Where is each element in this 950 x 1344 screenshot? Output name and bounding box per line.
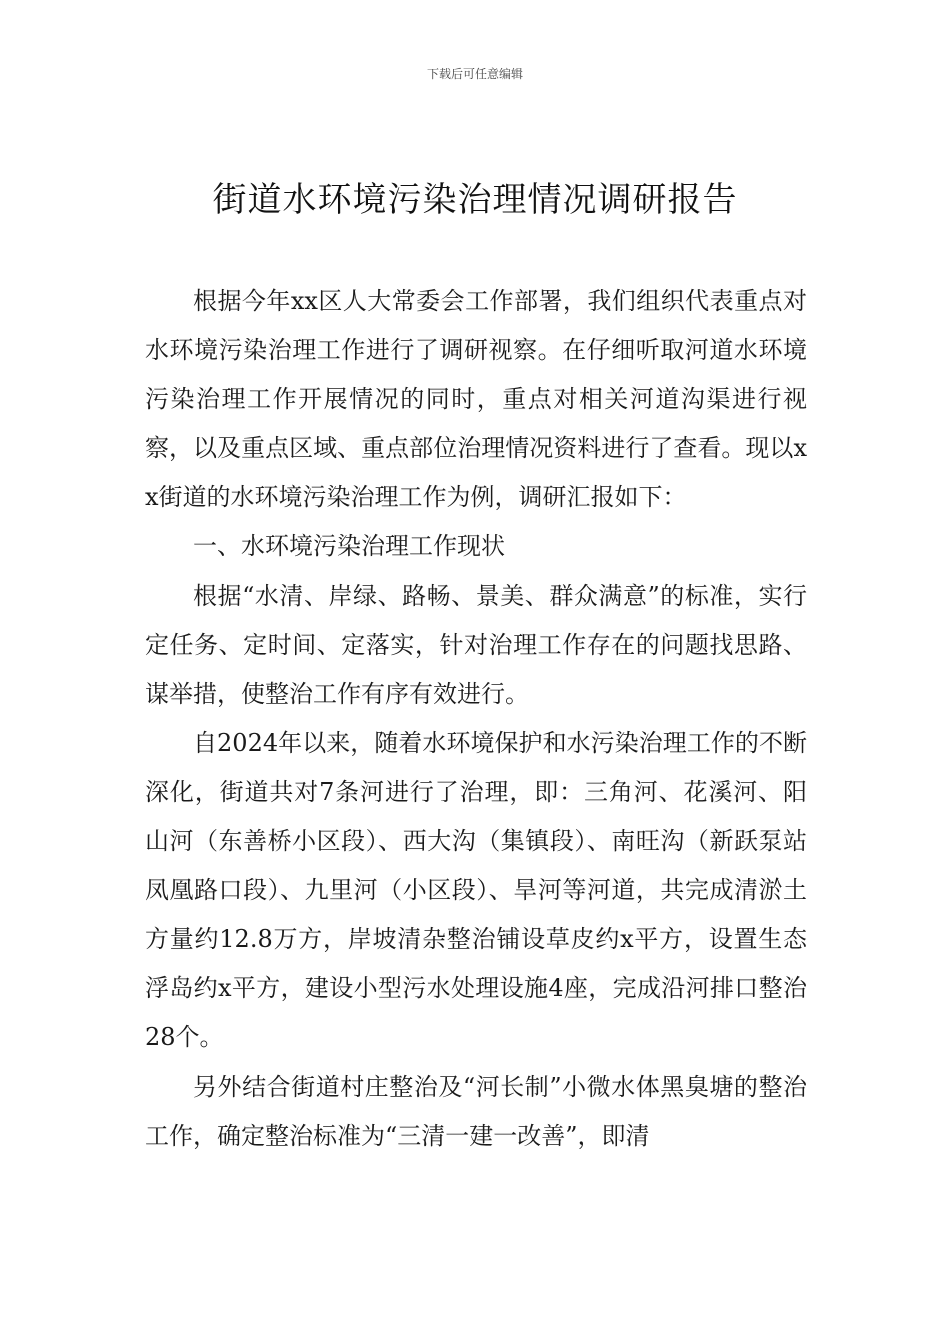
section-heading-1: 一、水环境污染治理工作现状 bbox=[193, 532, 505, 561]
paragraph-intro: 根据今年xx区人大常委会工作部署，我们组织代表重点对水环境污染治理工作进行了调研视察。在仔细听取河道水环境污染治理工作开展情况的同时，重点对相关河道沟渠进行视察，以及重点区域、重点部位治理情况资料进行了查看。现以xx街道的水环境污染治理工作为例，调研汇报如下： bbox=[145, 287, 807, 512]
paragraph-progress: 自2024年以来，随着水环境保护和水污染治理工作的不断深化，街道共对7条河进行了治理，即：三角河、花溪河、阳山河（东善桥小区段）、西大沟（集镇段）、南旺沟（新跃泵站凤凰路口段）、九里河（小区段）、旱河等河道，共完成清淤土方量约12.8万方，岸坡清杂整治铺设草皮约x平方，设置生态浮岛约x平方，建设小型污水处理设施4座，完成沿河排口整治28个。 bbox=[145, 728, 807, 1052]
header-note: 下载后可任意编辑 bbox=[426, 67, 523, 81]
paragraph-standard: 根据“水清、岸绿、路畅、景美、群众满意”的标准，实行定任务、定时间、定落实，针对治理工作存在的问题找思路、谋举措，使整治工作有序有效进行。 bbox=[145, 581, 807, 708]
document-body bbox=[145, 277, 807, 1161]
document-title: 街道水环境污染治理情况调研报告 bbox=[212, 180, 738, 220]
paragraph-additional: 另外结合街道村庄整治及“河长制”小微水体黑臭塘的整治工作，确定整治标准为“三清一建一改善”，即清 bbox=[145, 1072, 807, 1150]
